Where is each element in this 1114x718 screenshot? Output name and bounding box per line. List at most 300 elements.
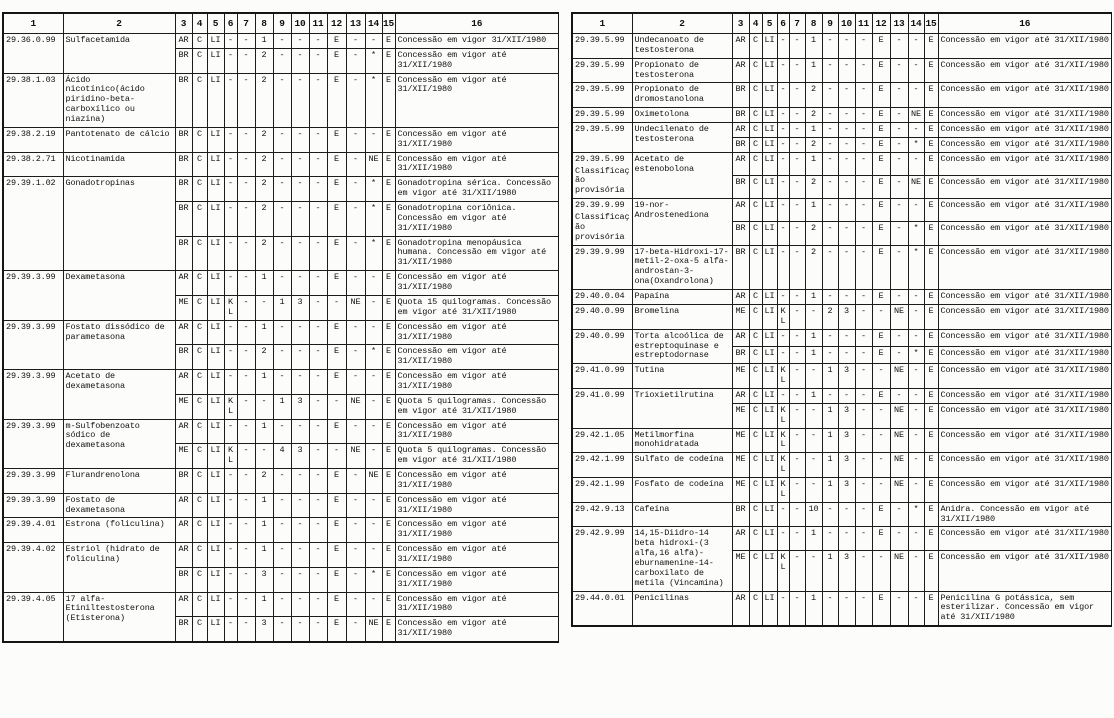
value-cell: - — [346, 518, 365, 543]
substance-name-cell: Torta alcoólica de estreptoquinase e estreptodornase — [632, 329, 732, 364]
value-cell: E — [872, 591, 890, 626]
value-cell: 1 — [255, 370, 273, 395]
note-cell: Concessão em vigor até 31/XII/1980 — [938, 123, 1112, 138]
substance-name-cell: Flurandrenolona — [63, 468, 175, 493]
value-cell: - — [777, 108, 789, 123]
value-cell: - — [890, 329, 908, 346]
value-cell: - — [309, 127, 327, 152]
value-cell: - — [890, 108, 908, 123]
value-cell: - — [346, 271, 365, 296]
value-cell: - — [237, 127, 255, 152]
value-cell: E — [924, 346, 938, 363]
value-cell: - — [855, 152, 872, 175]
value-cell: 3 — [838, 304, 855, 329]
substance-name-cell: Fostato dissódico de parametasona — [63, 320, 175, 369]
value-cell: 2 — [255, 177, 273, 202]
value-cell: - — [291, 468, 309, 493]
value-cell: C — [749, 222, 762, 245]
value-cell: AR — [175, 370, 192, 395]
column-header: 2 — [63, 13, 175, 34]
value-cell: E — [327, 48, 346, 73]
value-cell: LI — [762, 175, 777, 198]
catalog-table-left — [2, 12, 559, 643]
value-cell: E — [924, 453, 938, 478]
value-cell: - — [855, 108, 872, 123]
value-cell: LI — [207, 127, 224, 152]
substance-name-cell: Tutina — [632, 364, 732, 389]
value-cell: BR — [732, 346, 749, 363]
value-cell: - — [777, 502, 789, 527]
value-cell: - — [346, 345, 365, 370]
value-cell: - — [822, 34, 838, 59]
value-cell: C — [192, 202, 207, 237]
value-cell: - — [838, 290, 855, 305]
value-cell: E — [924, 527, 938, 551]
value-cell: 3 — [291, 394, 309, 419]
note-cell: Concessão em vigor até 31/XII/1980 — [938, 58, 1112, 83]
value-cell: C — [749, 152, 762, 175]
note-cell: Concessão em vigor até 31/XII/1980 — [938, 152, 1112, 175]
substance-name-cell: Estrona (foliculina) — [63, 518, 175, 543]
value-cell: - — [365, 271, 382, 296]
value-cell: E — [872, 329, 890, 346]
value-cell: C — [749, 175, 762, 198]
value-cell: 1 — [255, 493, 273, 518]
value-cell: - — [309, 444, 327, 469]
value-cell: LI — [207, 617, 224, 642]
column-header: 7 — [237, 13, 255, 34]
value-cell: - — [822, 108, 838, 123]
value-cell: - — [237, 177, 255, 202]
substance-name-cell: Propionato de testosterona — [632, 58, 732, 83]
table-row — [3, 320, 559, 345]
value-cell: - — [346, 419, 365, 444]
value-cell: E — [382, 236, 395, 271]
value-cell: - — [291, 48, 309, 73]
value-cell: - — [291, 152, 309, 177]
value-cell: E — [382, 394, 395, 419]
header-row — [572, 13, 1112, 34]
value-cell: C — [749, 34, 762, 59]
value-cell: - — [346, 34, 365, 49]
value-cell: E — [924, 137, 938, 152]
value-cell: ME — [175, 444, 192, 469]
value-cell: C — [192, 592, 207, 617]
value-cell: - — [291, 617, 309, 642]
note-cell: Concessão em vigor até 31/XII/1980 — [938, 428, 1112, 453]
value-cell: E — [924, 123, 938, 138]
value-cell: E — [327, 567, 346, 592]
value-cell: - — [273, 370, 291, 395]
value-cell: 2 — [805, 137, 822, 152]
value-cell: E — [382, 567, 395, 592]
code-cell: 29.39.3.99 — [3, 493, 63, 518]
value-cell: E — [382, 295, 395, 320]
value-cell: LI — [762, 527, 777, 551]
value-cell: E — [924, 388, 938, 403]
value-cell: C — [192, 295, 207, 320]
note-cell: Anidra. Concessão em vigor até 31/XII/1980 — [938, 502, 1112, 527]
code-cell: 29.44.0.01 — [572, 591, 632, 626]
value-cell: - — [805, 453, 822, 478]
value-cell: LI — [207, 419, 224, 444]
value-cell: E — [327, 419, 346, 444]
table-row — [572, 58, 1112, 83]
value-cell: ME — [732, 364, 749, 389]
substance-name-cell: m-Sulfobenzoato sódico de dexametasona — [63, 419, 175, 468]
value-cell: C — [749, 346, 762, 363]
code-cell: 29.42.9.13 — [572, 502, 632, 527]
value-cell: - — [346, 370, 365, 395]
value-cell: C — [192, 152, 207, 177]
value-cell: - — [855, 304, 872, 329]
value-cell: - — [908, 329, 924, 346]
value-cell: C — [749, 502, 762, 527]
note-cell: Concessão em vigor até 31/XII/1980 — [395, 73, 559, 127]
note-cell: Concessão em vigor até 31/XII/1980 — [395, 543, 559, 568]
note-cell: Concessão em vigor até 31/XII/1980 — [938, 199, 1112, 222]
value-cell: C — [192, 617, 207, 642]
column-header: 15 — [382, 13, 395, 34]
value-cell: - — [822, 199, 838, 222]
value-cell: - — [789, 290, 805, 305]
value-cell: - — [273, 152, 291, 177]
value-cell: C — [749, 58, 762, 83]
value-cell: 1 — [805, 329, 822, 346]
value-cell: E — [924, 58, 938, 83]
value-cell: LI — [207, 345, 224, 370]
value-cell: KL — [777, 304, 789, 329]
value-cell: - — [346, 617, 365, 642]
note-cell: Concessão em vigor até 31/XII/1980 — [395, 320, 559, 345]
value-cell: - — [365, 394, 382, 419]
value-cell: - — [890, 388, 908, 403]
value-cell: - — [872, 403, 890, 428]
note-cell: Concessão em vigor até 31/XII/1980 — [938, 329, 1112, 346]
value-cell: - — [327, 295, 346, 320]
value-cell: NE — [890, 304, 908, 329]
value-cell: - — [838, 58, 855, 83]
value-cell: - — [224, 177, 237, 202]
value-cell: - — [805, 364, 822, 389]
column-header: 7 — [789, 13, 805, 34]
value-cell: LI — [207, 271, 224, 296]
value-cell: E — [382, 34, 395, 49]
value-cell: - — [777, 58, 789, 83]
value-cell: - — [365, 444, 382, 469]
value-cell: * — [908, 502, 924, 527]
value-cell: 1 — [805, 123, 822, 138]
value-cell: BR — [175, 468, 192, 493]
value-cell: C — [749, 527, 762, 551]
value-cell: - — [273, 567, 291, 592]
note-cell: Quota 15 quilogramas. Concessão em vigor até 31/XII/1980 — [395, 295, 559, 320]
substance-name-cell: Acetato de dexametasona — [63, 370, 175, 419]
value-cell: C — [192, 34, 207, 49]
value-cell: E — [924, 152, 938, 175]
value-cell: - — [273, 177, 291, 202]
value-cell: LI — [762, 591, 777, 626]
substance-name-cell: Bromelina — [632, 304, 732, 329]
value-cell: - — [346, 567, 365, 592]
value-cell: E — [327, 543, 346, 568]
value-cell: E — [382, 518, 395, 543]
value-cell: E — [872, 199, 890, 222]
table-row — [3, 34, 559, 49]
value-cell: - — [890, 175, 908, 198]
value-cell: - — [237, 543, 255, 568]
table-row — [572, 591, 1112, 626]
column-header: 16 — [938, 13, 1112, 34]
value-cell: - — [908, 591, 924, 626]
page-right — [571, 12, 1112, 716]
value-cell: - — [777, 152, 789, 175]
value-cell: 1 — [822, 477, 838, 502]
value-cell: - — [838, 137, 855, 152]
value-cell: C — [192, 493, 207, 518]
value-cell: LI — [207, 202, 224, 237]
value-cell: LI — [762, 290, 777, 305]
value-cell: E — [924, 290, 938, 305]
value-cell: - — [224, 152, 237, 177]
value-cell: - — [309, 236, 327, 271]
value-cell: - — [789, 403, 805, 428]
value-cell: KL — [777, 403, 789, 428]
value-cell: - — [346, 202, 365, 237]
value-cell: - — [224, 419, 237, 444]
table-row — [572, 290, 1112, 305]
value-cell: - — [890, 152, 908, 175]
note-cell: Concessão em vigor até 31/XII/1980 — [395, 592, 559, 617]
value-cell: - — [365, 295, 382, 320]
code-note: Classificação provisória — [575, 165, 630, 196]
column-header: 5 — [762, 13, 777, 34]
value-cell: * — [908, 346, 924, 363]
value-cell: - — [224, 543, 237, 568]
value-cell: - — [789, 199, 805, 222]
value-cell: 1 — [805, 527, 822, 551]
value-cell: ME — [732, 477, 749, 502]
value-cell: 2 — [805, 222, 822, 245]
value-cell: - — [273, 34, 291, 49]
value-cell: - — [273, 48, 291, 73]
value-cell: - — [890, 58, 908, 83]
value-cell: BR — [732, 245, 749, 289]
value-cell: - — [237, 394, 255, 419]
code-cell: 29.39.3.99 — [3, 271, 63, 320]
value-cell: NE — [365, 152, 382, 177]
column-header: 8 — [255, 13, 273, 34]
value-cell: C — [192, 48, 207, 73]
note-cell: Concessão em vigor até 31/XII/1980 — [938, 551, 1112, 591]
value-cell: - — [838, 329, 855, 346]
value-cell: LI — [207, 567, 224, 592]
code-cell: 29.39.3.99 — [3, 320, 63, 369]
value-cell: - — [309, 202, 327, 237]
value-cell: C — [749, 108, 762, 123]
value-cell: - — [255, 444, 273, 469]
note-cell: Concessão em vigor até 31/XII/1980 — [395, 419, 559, 444]
value-cell: - — [237, 202, 255, 237]
value-cell: BR — [175, 127, 192, 152]
table-row — [572, 502, 1112, 527]
value-cell: - — [777, 346, 789, 363]
value-cell: * — [908, 137, 924, 152]
value-cell: - — [805, 551, 822, 591]
code-cell: 29.41.0.99 — [572, 388, 632, 428]
value-cell: * — [365, 48, 382, 73]
value-cell: ME — [732, 453, 749, 478]
value-cell: LI — [207, 592, 224, 617]
value-cell: KL — [224, 444, 237, 469]
value-cell: C — [192, 419, 207, 444]
value-cell: - — [237, 444, 255, 469]
value-cell: E — [327, 152, 346, 177]
value-cell: - — [789, 346, 805, 363]
value-cell: - — [327, 394, 346, 419]
value-cell: E — [872, 108, 890, 123]
value-cell: E — [382, 152, 395, 177]
value-cell: E — [924, 108, 938, 123]
value-cell: * — [908, 245, 924, 289]
value-cell: - — [822, 591, 838, 626]
value-cell: BR — [175, 177, 192, 202]
value-cell: E — [327, 345, 346, 370]
header-row — [3, 13, 559, 34]
code-cell: 29.39.4.05 — [3, 592, 63, 642]
value-cell: * — [365, 345, 382, 370]
value-cell: - — [822, 58, 838, 83]
value-cell: - — [789, 222, 805, 245]
column-header: 16 — [395, 13, 559, 34]
value-cell: BR — [732, 222, 749, 245]
value-cell: C — [192, 370, 207, 395]
value-cell: LI — [207, 444, 224, 469]
value-cell: E — [327, 34, 346, 49]
value-cell: AR — [175, 493, 192, 518]
value-cell: - — [789, 428, 805, 453]
value-cell: 2 — [255, 73, 273, 127]
value-cell: 2 — [822, 304, 838, 329]
value-cell: - — [224, 518, 237, 543]
table-row — [572, 245, 1112, 289]
value-cell: 1 — [805, 591, 822, 626]
value-cell: E — [872, 222, 890, 245]
code-cell: 29.38.1.03 — [3, 73, 63, 127]
value-cell: ME — [175, 394, 192, 419]
value-cell: - — [838, 34, 855, 59]
substance-name-cell: Sulfato de codeína — [632, 453, 732, 478]
value-cell: NE — [346, 394, 365, 419]
value-cell: BR — [732, 137, 749, 152]
column-header: 10 — [838, 13, 855, 34]
value-cell: 1 — [822, 428, 838, 453]
value-cell: - — [365, 543, 382, 568]
value-cell: NE — [890, 428, 908, 453]
value-cell: 1 — [805, 199, 822, 222]
value-cell: LI — [207, 518, 224, 543]
substance-name-cell: Estriol (hidrato de foliculina) — [63, 543, 175, 592]
table-row — [572, 108, 1112, 123]
substance-name-cell: Papaína — [632, 290, 732, 305]
value-cell: - — [346, 48, 365, 73]
table-row — [572, 527, 1112, 551]
code-cell: 29.39.9.99 — [572, 245, 632, 289]
code-cell: 29.38.2.71 — [3, 152, 63, 177]
value-cell: - — [273, 468, 291, 493]
value-cell: - — [291, 567, 309, 592]
value-cell: - — [908, 199, 924, 222]
value-cell: - — [777, 137, 789, 152]
value-cell: - — [855, 245, 872, 289]
note-cell: Concessão em vigor até 31/XII/1980 — [938, 175, 1112, 198]
value-cell: - — [273, 271, 291, 296]
table-row — [572, 83, 1112, 108]
value-cell: - — [291, 236, 309, 271]
value-cell: - — [309, 518, 327, 543]
value-cell: - — [822, 245, 838, 289]
value-cell: 1 — [805, 152, 822, 175]
value-cell: AR — [732, 527, 749, 551]
value-cell: - — [346, 236, 365, 271]
note-cell: Concessão em vigor 31/XII/1980 — [395, 34, 559, 49]
value-cell: - — [838, 527, 855, 551]
value-cell: BR — [732, 83, 749, 108]
value-cell: - — [777, 591, 789, 626]
table-row — [3, 152, 559, 177]
value-cell: - — [872, 364, 890, 389]
value-cell: C — [749, 245, 762, 289]
value-cell: C — [192, 177, 207, 202]
value-cell: - — [777, 245, 789, 289]
value-cell: - — [890, 83, 908, 108]
value-cell: E — [327, 617, 346, 642]
value-cell: - — [789, 34, 805, 59]
value-cell: C — [192, 394, 207, 419]
value-cell: E — [327, 127, 346, 152]
value-cell: AR — [175, 271, 192, 296]
value-cell: 3 — [255, 567, 273, 592]
value-cell: - — [838, 123, 855, 138]
code-cell: 29.38.2.19 — [3, 127, 63, 152]
value-cell: - — [777, 199, 789, 222]
substance-name-cell: 14,15-Diidro-14 beta hidroxi-(3 alfa,16 alfa)-eburnamenine-14-carboxilato de metila (Vincamina) — [632, 527, 732, 591]
value-cell: E — [327, 202, 346, 237]
value-cell: 2 — [805, 83, 822, 108]
column-header: 1 — [3, 13, 63, 34]
value-cell: - — [777, 175, 789, 198]
value-cell: E — [924, 364, 938, 389]
value-cell: E — [382, 419, 395, 444]
value-cell: KL — [777, 453, 789, 478]
value-cell: LI — [762, 428, 777, 453]
value-cell: - — [309, 34, 327, 49]
value-cell: - — [291, 543, 309, 568]
value-cell: - — [291, 320, 309, 345]
value-cell: - — [346, 543, 365, 568]
code-cell: 29.39.5.99 — [572, 123, 632, 153]
value-cell: C — [192, 320, 207, 345]
value-cell: - — [309, 295, 327, 320]
value-cell: E — [382, 617, 395, 642]
value-cell: E — [924, 34, 938, 59]
value-cell: 1 — [805, 34, 822, 59]
value-cell: LI — [762, 329, 777, 346]
code-cell: 29.40.0.04 — [572, 290, 632, 305]
value-cell: - — [822, 222, 838, 245]
value-cell: - — [890, 199, 908, 222]
value-cell: 3 — [291, 295, 309, 320]
